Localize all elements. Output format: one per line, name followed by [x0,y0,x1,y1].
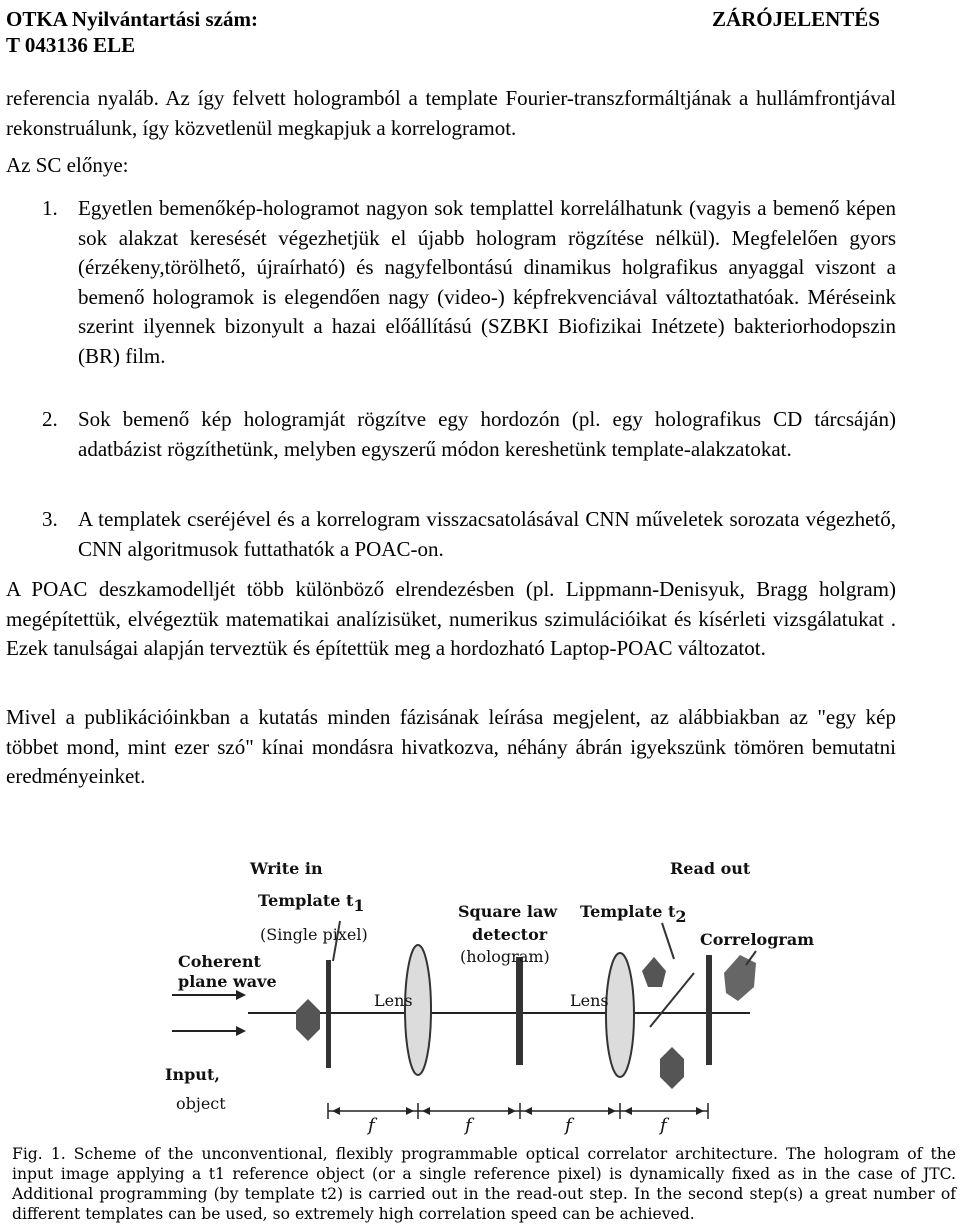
correlogram-label: Correlogram [700,930,815,949]
figure-caption: Fig. 1. Scheme of the unconventional, flexibly programmable optical correlator architecture. The hologram of the input image applying a t1 reference object (or a single reference pixel) is dynamically fixed as in the case of JTC. Additional programming (by template t2) is carried out in the read-out step. In the second step(s) a great number of different templates can be used, so extremely high correlation speed can be achieved. [12,1145,956,1223]
write-in-label: Write in [250,859,323,878]
lens-right-label: Lens [570,991,609,1010]
f-label: f [660,1115,667,1136]
input-label: Input, [165,1065,220,1084]
output-hexagon [660,1047,684,1089]
paragraph-poac-models: A POAC deszkamodelljét több különböző elrendezésben (pl. Lippmann-Denisyuk, Bragg holgram) megépítettük, elvégeztük matematikai analízisüket, numerikus szimulációikat és kísérleti vizsgálatukat . Ezek tanulságai alapján terveztük és építettük meg a hordozható Laptop-POAC változatot. [6,577,896,660]
template-t2-shape [642,957,666,987]
list-text: A templatek cseréjével és a korrelogram visszacsatolásával CNN műveletek sorozata végezhető, CNN algoritmusok futtathatók a POAC-on. [78,507,896,561]
square-law-label: Square law [458,902,558,921]
detector-label: detector [472,925,548,944]
list-number: 1. [42,196,58,220]
lens-left-label: Lens [374,991,413,1010]
object-label: object [176,1094,226,1113]
sc-advantages-intro: Az SC előnye: [6,153,129,177]
f-label: f [368,1115,375,1136]
output-plane [706,955,712,1065]
hologram-label: (hologram) [460,947,550,966]
lens-left-shape [405,945,431,1075]
paragraph-reference-beam: referencia nyaláb. Az így felvett hologramból a template Fourier-transzformáltjának a hullámfrontjával rekonstruálunk, így közvetlenül megkapjuk a korrelogramot. [6,86,896,140]
optical-correlator-diagram [150,845,910,1140]
list-number: 2. [42,407,58,431]
correlogram-shape [724,955,756,1001]
input-object-shape [296,999,320,1041]
paragraph-results-intro: Mivel a publikációinkban a kutatás minden fázisának leírása megjelent, az alábbiakban az "egy kép többet mond, mint ezer szó" kínai mondásra hivatkozva, néhány ábrán igyekszünk tömören bemutatni eredményeinket. [6,705,896,788]
coherent-label: Coherent [178,952,261,971]
input-plane [326,960,331,1068]
list-text: Egyetlen bemenőkép-hologramot nagyon sok templattel korrelálhatunk (vagyis a bemenő képen sok alakzat keresését végezhetjük el újabb hologram rögzítése nélkül). Megfelelően gyors (érzékeny,törölhető, újraírható) és nagyfelbontású dinamikus holgrafikus anyaggal viszont a bemenő hologramok is elegendően nagy (video-) képfrekvenciával változtathatóak. Méréseink szerint ilyennek bizonyult a hazai előállítású (SZBKI Biofizikai Inétzete) bakteriorhodopszin (BR) film. [78,196,896,368]
template-t2-arrow [662,923,674,959]
header-report-title: ZÁRÓJELENTÉS [711,7,880,31]
template-t2-label: Template t2 [580,902,687,926]
f-label: f [565,1115,572,1136]
list-number: 3. [42,507,58,531]
header-project-label: OTKA Nyilvántartási szám: [6,7,258,31]
single-pixel-label: (Single pixel) [260,925,368,944]
f-label: f [465,1115,472,1136]
focal-dimension-lines [328,1103,708,1119]
header-project-id: T 043136 ELE [6,33,136,57]
list-text: Sok bemenő kép hologramját rögzítve egy hordozón (pl. egy holografikus CD tárcsáján) adatbázist rögzíthetünk, melyben egyszerű módon kereshetünk template-alakzatokat. [78,407,896,461]
hologram-plane [516,957,523,1065]
plane-wave-label: plane wave [178,972,277,991]
read-out-label: Read out [670,859,751,878]
template-t1-label: Template t1 [258,891,365,915]
lens-right-shape [606,953,634,1077]
